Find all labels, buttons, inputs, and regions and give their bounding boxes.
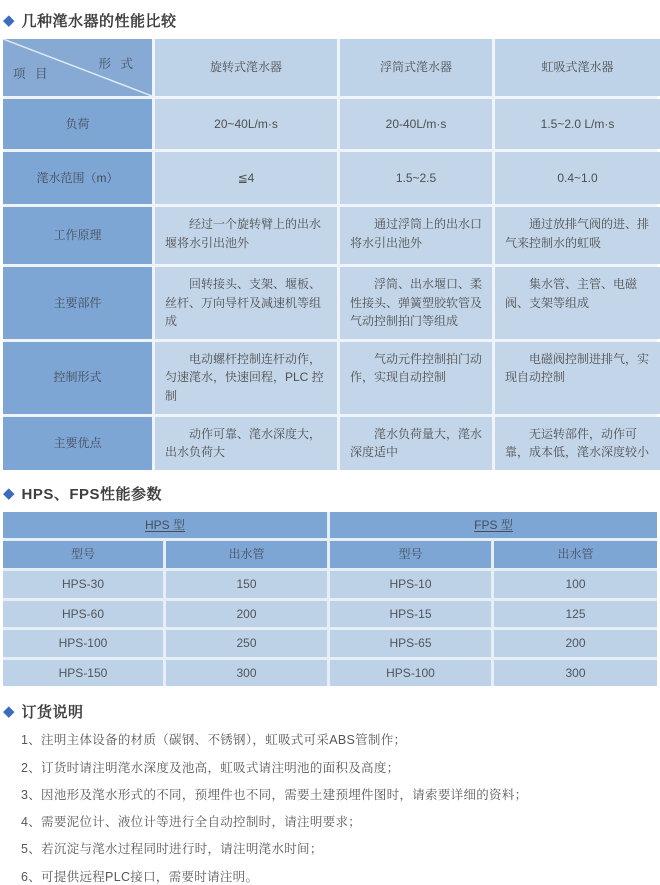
list-item: 1、注明主体设备的材质（碳钢、不锈钢），虹吸式可采ABS管制作； (21, 733, 407, 748)
table-cell: HPS-150 (3, 660, 163, 687)
table-cell: 气动元件控制拍门动作，实现自动控制 (340, 342, 492, 414)
table-cell: 1.5~2.0 L/m·s (495, 99, 660, 149)
group-header-hps-label: HPS 型 (144, 517, 185, 532)
section3-title: 订货说明 (21, 704, 84, 722)
table-cell: 无运转部件，动作可靠，成本低，滗水深度较小 (495, 417, 660, 470)
table-cell: 电动螺杆控制连杆动作，匀速滗水，快速回程，PLC 控制 (155, 342, 337, 414)
table-cell: HPS-15 (330, 601, 491, 628)
table-cell: 150 (166, 571, 327, 598)
diamond-bullet-icon: ◆ (3, 484, 15, 502)
column-header-outlet: 出水管 (166, 541, 327, 568)
section3-heading (3, 701, 657, 722)
table-cell: HPS-100 (3, 630, 163, 657)
list-item: 5、若沉淀与滗水过程同时进行时，请注明滗水时间； (21, 842, 323, 857)
section1-heading (3, 10, 657, 31)
row-label-control: 控制形式 (3, 342, 152, 414)
list-item: 6、可提供远程PLC接口，需要时请注明。 (21, 869, 259, 884)
table-cell: ≦4 (155, 152, 337, 204)
column-header-siphon: 虹吸式滗水器 (495, 39, 660, 96)
group-header-hps (3, 512, 327, 539)
list-item: 4、需要泥位计、液位计等进行全自动控制时，请注明要求； (21, 815, 362, 830)
table-cell: 1.5~2.5 (340, 152, 492, 204)
table-cell: HPS-60 (3, 601, 163, 628)
table-cell: 20-40L/m·s (340, 99, 492, 149)
table-cell: HPS-30 (3, 571, 163, 598)
table-cell: 通过浮筒上的出水口将水引出池外 (340, 207, 492, 264)
corner-label-item: 项 目 (13, 66, 51, 81)
row-label-range: 滗水范围（m） (3, 152, 152, 204)
table-cell: 125 (494, 601, 657, 628)
ordering-notes-list (21, 732, 657, 885)
row-label-load: 负荷 (3, 99, 152, 149)
section2-title: HPS、FPS性能参数 (21, 485, 163, 503)
table-cell: 电磁阀控制进排气，实现自动控制 (495, 342, 660, 414)
row-label-parts: 主要部件 (3, 267, 152, 339)
section2-heading (3, 483, 657, 504)
table-cell: 动作可靠、滗水深度大，出水负荷大 (155, 417, 337, 470)
section1-title: 几种滗水器的性能比较 (21, 13, 177, 30)
list-item: 3、因池形及滗水形式的不同，预埋件也不同，需要土建预埋件图时，请索要详细的资料； (21, 787, 528, 802)
table-cell: 通过放排气阀的进、排气来控制水的虹吸 (495, 207, 660, 264)
table-cell: 回转接头、支架、堰板、丝杆、万向导杆及减速机等组成 (155, 267, 337, 339)
table-cell: 经过一个旋转臂上的出水堰将水引出池外 (155, 207, 337, 264)
row-label-advantage: 主要优点 (3, 417, 152, 470)
table-cell: 200 (494, 630, 657, 657)
list-item: 2、订货时请注明滗水深度及池高，虹吸式请注明池的面积及高度； (21, 760, 400, 775)
parameters-table (3, 512, 657, 687)
table-cell: HPS-10 (330, 571, 491, 598)
table-cell: 滗水负荷量大，滗水深度适中 (340, 417, 492, 470)
column-header-rotary: 旋转式滗水器 (155, 39, 337, 96)
row-label-principle: 工作原理 (3, 207, 152, 264)
table-cell: 集水管、主管、电磁阀、支架等组成 (495, 267, 660, 339)
column-header-float: 浮筒式滗水器 (340, 39, 492, 96)
table-cell: 100 (494, 571, 657, 598)
corner-header-cell (3, 39, 152, 96)
column-header-outlet: 出水管 (494, 541, 657, 568)
group-header-fps-label: FPS 型 (474, 517, 513, 532)
diamond-bullet-icon: ◆ (3, 12, 15, 29)
table-cell: 300 (494, 660, 657, 687)
table-cell: 200 (166, 601, 327, 628)
column-header-model: 型号 (330, 541, 491, 568)
table-cell: 0.4~1.0 (495, 152, 660, 204)
table-cell: 20~40L/m·s (155, 99, 337, 149)
table-cell: 250 (166, 630, 327, 657)
table-cell: 浮筒、出水堰口、柔性接头、弹簧塑胶软管及气动控制拍门等组成 (340, 267, 492, 339)
corner-label-form: 形 式 (98, 57, 136, 71)
group-header-fps (330, 512, 657, 539)
column-header-model: 型号 (3, 541, 163, 568)
table-cell: HPS-65 (330, 630, 491, 657)
table-cell: 300 (166, 660, 327, 687)
comparison-table (3, 39, 657, 470)
diamond-bullet-icon: ◆ (3, 703, 15, 721)
table-cell: HPS-100 (330, 660, 491, 687)
